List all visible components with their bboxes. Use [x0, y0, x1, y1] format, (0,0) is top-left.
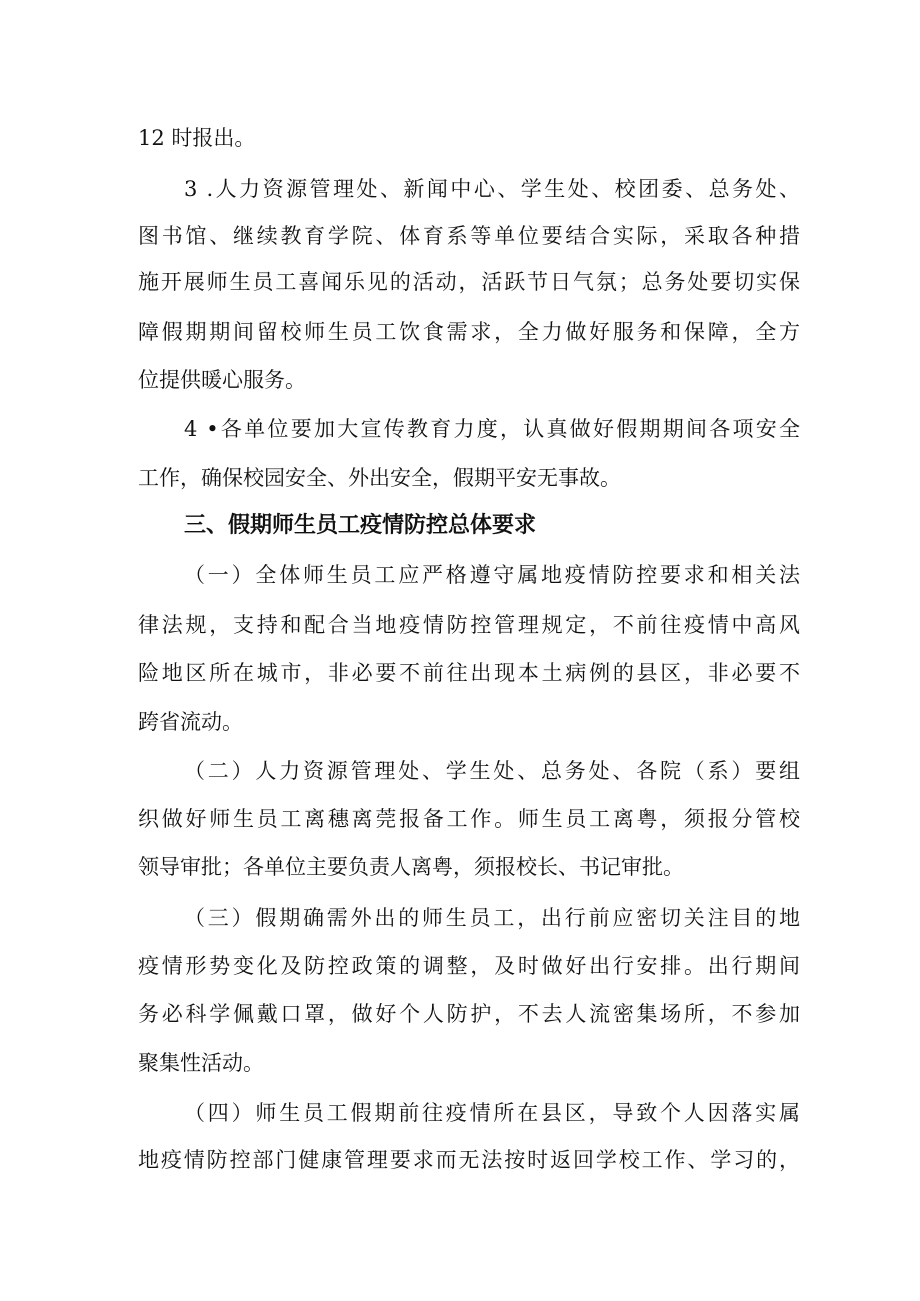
text-line-1: 12 时报出。 [138, 126, 256, 150]
text-line-11: 险地区所在城市，非必要不前往出现本土病例的县区，非必要不 [138, 661, 800, 685]
text-line-18: 务必科学佩戴口罩，做好个人防护，不去人流密集场所，不参加 [138, 1002, 800, 1026]
text-line-12: 跨省流动。 [138, 710, 243, 734]
text-line-21: 地疫情防控部门健康管理要求而无法按时返回学校工作、学习的， [138, 1148, 800, 1172]
text-line-16: （三）假期确需外出的师生员工，出行前应密切关注目的地 [184, 906, 800, 930]
text-line-3: 图书馆、继续教育学院、体育系等单位要结合实际，采取各种措 [138, 224, 800, 248]
text-line-9: （一）全体师生员工应严格遵守属地疫情防控要求和相关法 [184, 563, 800, 587]
text-line-20: （四）师生员工假期前往疫情所在县区，导致个人因落实属 [184, 1101, 800, 1125]
text-line-4: 施开展师生员工喜闻乐见的活动，活跃节日气氛；总务处要切实保 [138, 270, 800, 294]
text-line-13: （二）人力资源管理处、学生处、总务处、各院（系）要组 [184, 759, 800, 783]
text-line-7: 4 •各单位要加大宣传教育力度，认真做好假期期间各项安全 [184, 417, 800, 441]
text-line-14: 织做好师生员工离穗离莞报备工作。师生员工离粤，须报分管校 [138, 807, 800, 831]
text-line-15: 领导审批；各单位主要负责人离粤，须报校长、书记审批。 [138, 855, 684, 879]
text-line-17: 疫情形势变化及防控政策的调整，及时做好出行安排。出行期间 [138, 954, 800, 978]
text-line-6: 位提供暖心服务。 [138, 368, 306, 392]
text-line-5: 障假期期间留校师生员工饮食需求，全力做好服务和保障，全方 [138, 320, 800, 344]
text-line-19: 聚集性活动。 [138, 1051, 264, 1075]
section-heading: 三、假期师生员工疫情防控总体要求 [184, 513, 537, 538]
text-line-2: 3 .人力资源管理处、新闻中心、学生处、校团委、总务处、 [184, 177, 800, 201]
text-line-10: 律法规，支持和配合当地疫情防控管理规定，不前往疫情中高风 [138, 613, 800, 637]
text-line-8: 工作，确保校园安全、外出安全，假期平安无事故。 [138, 466, 621, 490]
